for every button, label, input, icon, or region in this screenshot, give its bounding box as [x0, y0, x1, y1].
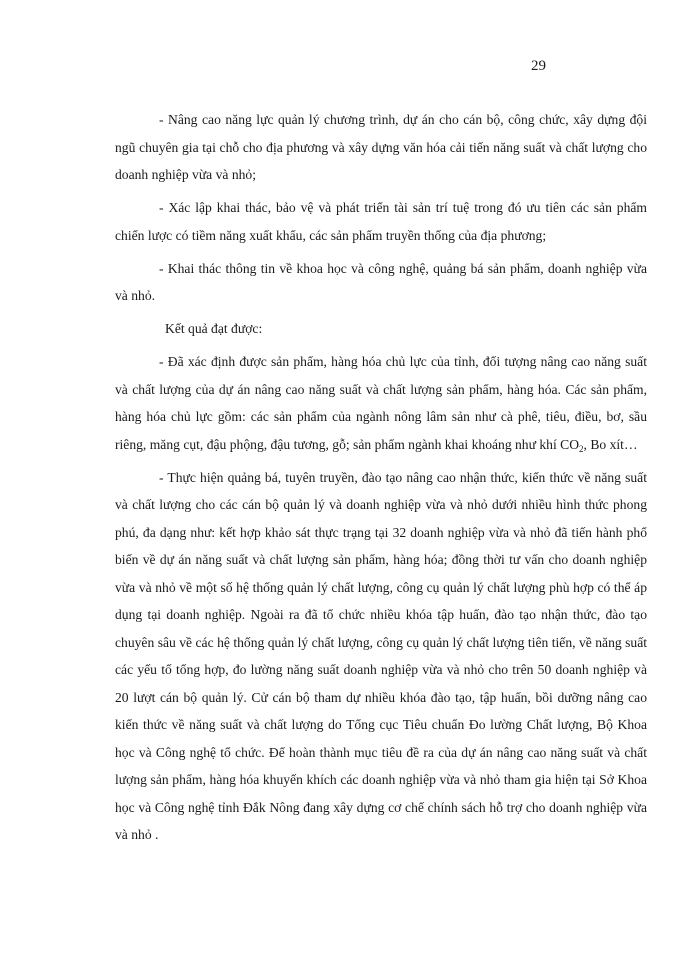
paragraph-information: - Khai thác thông tin về khoa học và công nghệ, quảng bá sản phẩm, doanh nghiệp vừa và nhỏ.	[115, 260, 647, 303]
key-products-tail: , Bo xít…	[583, 436, 638, 452]
paragraph-capacity: - Nâng cao năng lực quản lý chương trình, dự án cho cán bộ, công chức, xây dựng đội ngũ chuyên gia tại chỗ cho địa phương và xây dựng văn hóa cải tiến năng suất và chất lượng cho doanh nghiệp vừa và nhỏ;	[115, 112, 647, 182]
document-body	[115, 106, 647, 854]
paragraph-key-products	[115, 348, 647, 458]
paragraph-promotion-training: - Thực hiện quảng bá, tuyên truyền, đào tạo nâng cao nhận thức, kiến thức về năng suất và chất lượng cho các cán bộ quản lý và doanh nghiệp vừa và nhỏ dưới nhiều hình thức phong phú, đa dạng như: kết hợp khảo sát thực trạng tại 32 doanh nghiệp vừa và nhỏ đã tiến hành phổ biến về dự án năng suất và chất lượng sản phẩm, hàng hóa; đồng thời tư vấn cho doanh nghiệp vừa và nhỏ về một số hệ thống quản lý chất lượng, công cụ quản lý chất lượng phù hợp có thể áp dụng tại doanh nghiệp. Ngoài ra đã tổ chức nhiều khóa tập huấn, đào tạo nhận thức, đào tạo chuyên sâu về các hệ thống quản lý chất lượng, công cụ quản lý chất lượng tiên tiến, về năng suất các yếu tố tổng hợp, đo lường năng suất doanh nghiệp vừa và nhỏ cho trên 50 doanh nghiệp và 20 lượt cán bộ quản lý. Cử cán bộ tham dự nhiều khóa đào tạo, tập huấn, bồi dưỡng nâng cao kiến thức về năng suất và chất lượng do Tổng cục Tiêu chuẩn Đo lường Chất lượng, Bộ Khoa học và Công nghệ tổ chức. Để hoàn thành mục tiêu đề ra của dự án nâng cao năng suất và chất lượng sản phẩm, hàng hóa khuyến khích các doanh nghiệp vừa và nhỏ tham gia hiện tại Sở Khoa học và Công nghệ tỉnh Đắk Nông đang xây dựng cơ chế chính sách hỗ trợ cho doanh nghiệp vừa và nhỏ .	[115, 469, 647, 842]
results-heading: Kết quả đạt được:	[165, 321, 263, 336]
paragraph-intellectual-property: - Xác lập khai thác, bảo vệ và phát triển tài sản trí tuệ trong đó ưu tiên các sản phẩm chiến lược có tiềm năng xuất khẩu, các sản phẩm truyền thống của địa phương;	[115, 200, 647, 243]
page-number: 29	[531, 58, 546, 74]
co2-subscript: 2	[579, 443, 584, 454]
key-products-text: - Đã xác định được sản phẩm, hàng hóa chủ lực của tỉnh, đối tượng nâng cao năng suất và chất lượng của dự án nâng cao năng suất và chất lượng sản phẩm, hàng hóa. Các sản phẩm, hàng hóa chủ lực gồm: các sản phẩm của ngành nông lâm sản như cà phê, tiêu, điều, bơ, sầu riêng, măng cụt, đậu phộng, đậu tương, gỗ; sản phẩm ngành khai khoáng như khí CO	[115, 354, 647, 452]
